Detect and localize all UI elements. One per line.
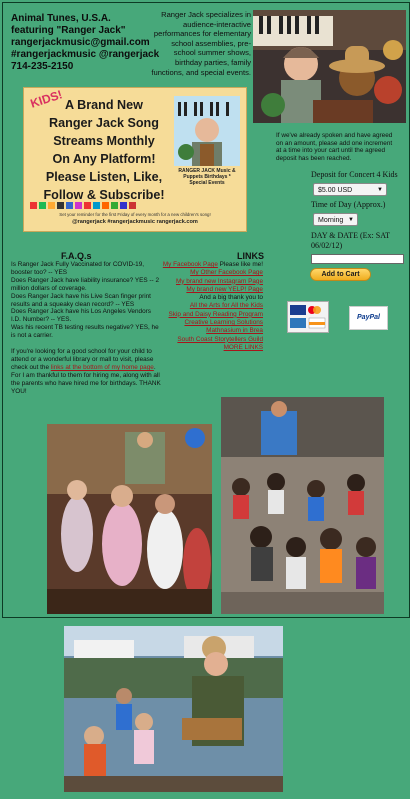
flyer-portrait	[174, 96, 240, 166]
time-label: Time of Day (Approx.)	[311, 200, 386, 209]
promo-line: Ranger Jack Song	[49, 116, 159, 130]
link-row	[153, 319, 263, 327]
add-to-cart-button[interactable]: Add to Cart	[310, 268, 371, 281]
kids-dancing-photo	[47, 424, 212, 614]
deposit-select-value: $5.00 USD	[318, 187, 353, 194]
chevron-down-icon: ▼	[377, 187, 383, 193]
promo-line: Streams Monthly	[53, 134, 155, 148]
intro-text: Ranger Jack specializes in audience-interactive performances for elementary school assemblies, pre-school summer shows, birthday parties, family functions, and special events.	[151, 10, 251, 77]
time-select[interactable]	[313, 213, 358, 226]
faq-thanks-text: . For I am thankful to them for hiring me, along with all the parents who have hired me for birthdays. THANK YOU!	[11, 363, 161, 395]
paypal-logo: PayPal	[349, 306, 388, 330]
faq-content	[11, 261, 161, 396]
content-panel	[2, 2, 410, 618]
kids-label: KIDS!	[28, 87, 65, 111]
chevron-down-icon: ▼	[348, 217, 354, 223]
date-label: DAY & DATE (Ex: SAT 06/02/12)	[311, 231, 390, 250]
faq-item: Does Ranger Jack have liability insurance? YES -- 2 million dollars of coverage.	[11, 276, 160, 292]
link-row	[153, 286, 263, 294]
faq-school-text: If you're looking for a good school for your child to attend or a wonderful library or mall to visit, please check out the	[11, 348, 154, 371]
link-row	[153, 278, 263, 286]
link-row	[153, 311, 263, 319]
more-links-link[interactable]: MORE LINKS	[223, 343, 263, 351]
creative-learning-link[interactable]: Creative Learning Solutions	[184, 319, 263, 327]
link-row	[153, 336, 263, 344]
ranger-jack-photo	[253, 10, 406, 123]
mathnasium-link[interactable]: Mathnasium in Brea	[206, 327, 263, 335]
link-row	[153, 344, 263, 352]
link-suffix: Please like me!	[217, 261, 263, 268]
deposit-select[interactable]	[313, 183, 387, 196]
promo-line: On Any Platform!	[52, 152, 156, 166]
date-input[interactable]	[311, 254, 404, 264]
link-row	[153, 294, 263, 302]
home-page-links-link[interactable]: links at the bottom of my home page	[50, 363, 154, 371]
faq-item: Is Ranger Jack Fully Vaccinated for COVID-19, booster too? -- YES	[11, 261, 145, 276]
other-facebook-link[interactable]: My Other Facebook Page	[190, 269, 263, 277]
deposit-label: Deposit for Concert 4 Kids	[311, 170, 398, 179]
link-row	[153, 302, 263, 310]
faq-item: Was his recent TB testing results negative? YES, he is not a carrier.	[11, 324, 159, 340]
promo-line: Please Listen, Like,	[45, 170, 163, 184]
school-assembly-photo	[221, 397, 384, 614]
phone-number: 714-235-2150	[11, 61, 74, 72]
faq-item: Does Ranger Jack have his Los Angeles Vendors I.D. Number? -- YES.	[11, 308, 151, 324]
link-row	[153, 261, 263, 269]
storytellers-link[interactable]: South Coast Storytellers Guild	[177, 335, 263, 343]
outdoor-performance-photo	[64, 626, 283, 792]
flyer-brand: RANGER JACK Music & Puppets Birthdays * Special Events	[178, 168, 236, 186]
link-row	[153, 327, 263, 335]
streaming-icons	[30, 202, 170, 209]
promo-line: Follow & Subscribe!	[43, 188, 165, 202]
link-row	[153, 269, 263, 277]
business-name: Animal Tunes, U.S.A.	[11, 13, 111, 24]
featuring-line: featuring "Ranger Jack"	[11, 25, 126, 36]
email-text: rangerjackmusic@gmail.com	[11, 37, 150, 48]
yelp-link[interactable]: My brand new YELP! Page	[186, 285, 263, 293]
deposit-note: If we've already spoken and have agreed on an amount, please add one increment at a time into your cart until the agreed deposit has been reached.	[276, 132, 393, 162]
flyer-reminder: Set your reminder for the first Friday of every month for a new children's song!	[59, 212, 211, 217]
credit-cards-icon	[287, 301, 329, 333]
faq-school-note	[11, 348, 161, 395]
flyer-handles: @rangerjack #rangerjackmusic rangerjack.com	[72, 219, 198, 225]
links-title: LINKS	[237, 251, 264, 261]
arts-for-kids-link[interactable]: All the Arts for All the Kids	[189, 302, 263, 310]
time-select-value: Morning	[318, 217, 344, 224]
promo-flyer	[23, 87, 247, 232]
skip-daisy-link[interactable]: Skip and Daisy Reading Program	[168, 310, 263, 318]
facebook-link[interactable]: My Facebook Page	[162, 261, 218, 268]
links-list	[153, 261, 263, 352]
promo-line: A Brand New	[65, 98, 143, 112]
social-handles: #rangerjackmusic @rangerjack	[11, 49, 160, 60]
instagram-link[interactable]: My brand new Instagram Page	[175, 277, 263, 285]
contact-header	[11, 13, 161, 73]
thank-you-text: And a big thank you to	[199, 294, 263, 302]
faq-item: Does Ranger Jack have his Live Scan finger print results and a squeaky clean record? -- YES	[11, 292, 151, 308]
faq-title: F.A.Q.s	[61, 251, 92, 261]
